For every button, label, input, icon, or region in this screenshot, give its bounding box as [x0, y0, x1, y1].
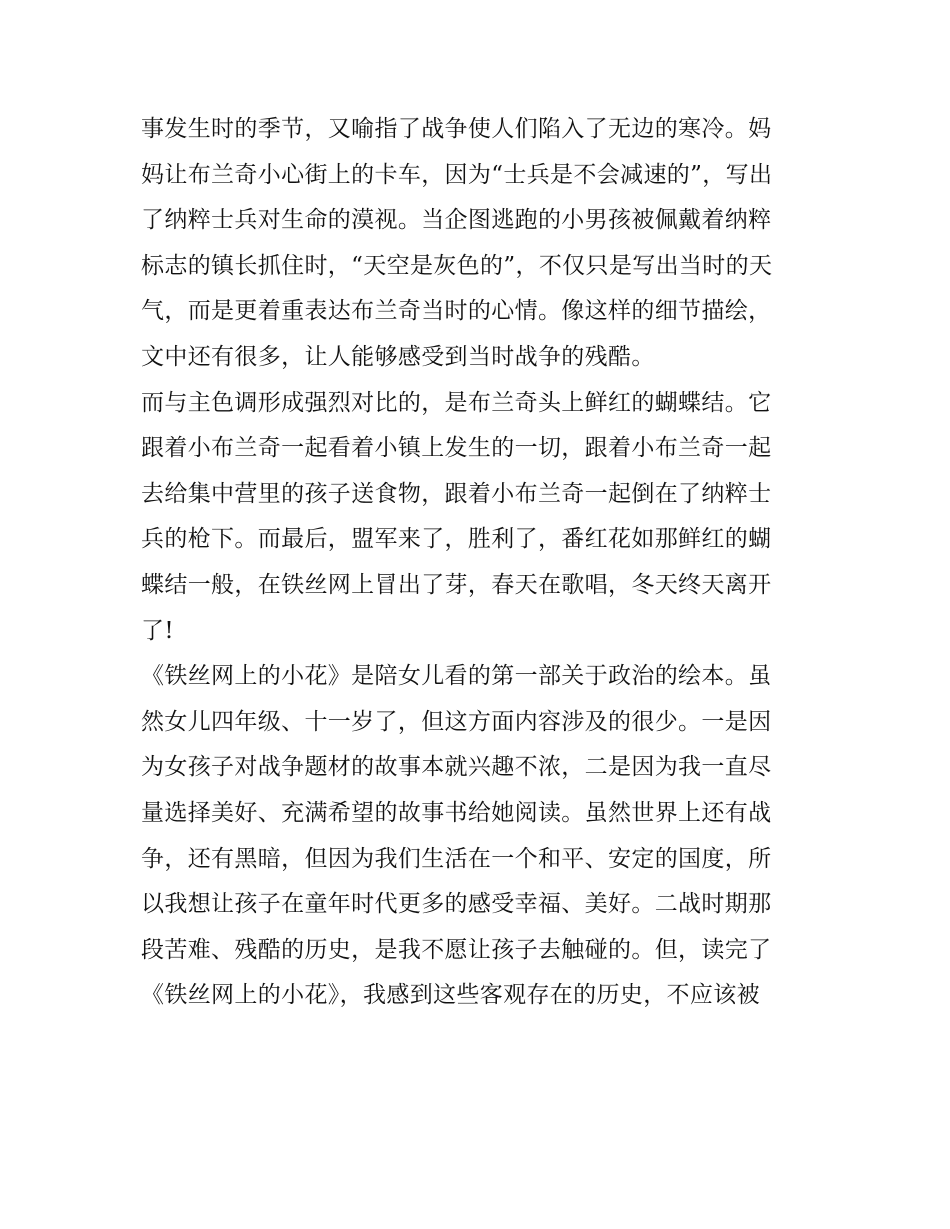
text-line: 去给集中营里的孩子送食物，跟着小布兰奇一起倒在了纳粹士 [141, 480, 772, 507]
text-line: 段苦难、残酷的历史，是我不愿让孩子去触碰的。但，读完了 [141, 936, 772, 963]
document-body [141, 107, 821, 1019]
text-line: 气，而是更着重表达布兰奇当时的心情。像这样的细节描绘， [141, 298, 772, 325]
text-line: 事发生时的季节，又喻指了战争使人们陷入了无边的寒冷。妈 [141, 116, 772, 142]
text-line: 争，还有黑暗，但因为我们生活在一个和平、安定的国度，所 [141, 845, 772, 872]
text-line: 为女孩子对战争题材的故事本就兴趣不浓，二是因为我一直尽 [141, 754, 772, 781]
text-line: 而与主色调形成强烈对比的，是布兰奇头上鲜红的蝴蝶结。它 [141, 389, 772, 416]
text-line: 兵的枪下。而最后，盟军来了，胜利了，番红花如那鲜红的蝴 [141, 526, 772, 553]
text-line: 《铁丝网上的小花》，我感到这些客观存在的历史，不应该被 [141, 982, 760, 1009]
text-line: 以我想让孩子在童年时代更多的感受幸福、美好。二战时期那 [141, 891, 772, 918]
text-line: 跟着小布兰奇一起看着小镇上发生的一切，跟着小布兰奇一起 [141, 435, 772, 462]
text-line: 标志的镇长抓住时，“天空是灰色的”，不仅只是写出当时的天 [141, 252, 773, 279]
text-line: 量选择美好、充满希望的故事书给她阅读。虽然世界上还有战 [141, 799, 772, 826]
text-line: 蝶结一般，在铁丝网上冒出了芽，春天在歌唱，冬天终天离开 [141, 571, 772, 598]
text-line: 《铁丝网上的小花》是陪女儿看的第一部关于政治的绘本。虽 [141, 663, 772, 690]
text-line: 文中还有很多，让人能够感受到当时战争的残酷。 [141, 343, 655, 370]
text-line: 了纳粹士兵对生命的漠视。当企图逃跑的小男孩被佩戴着纳粹 [141, 207, 772, 234]
text-line: 妈让布兰奇小心街上的卡车，因为“士兵是不会减速的”，写出 [141, 161, 773, 188]
text-line: 然女儿四年级、十一岁了，但这方面内容涉及的很少。一是因 [141, 708, 772, 735]
text-line: 了! [141, 617, 174, 644]
